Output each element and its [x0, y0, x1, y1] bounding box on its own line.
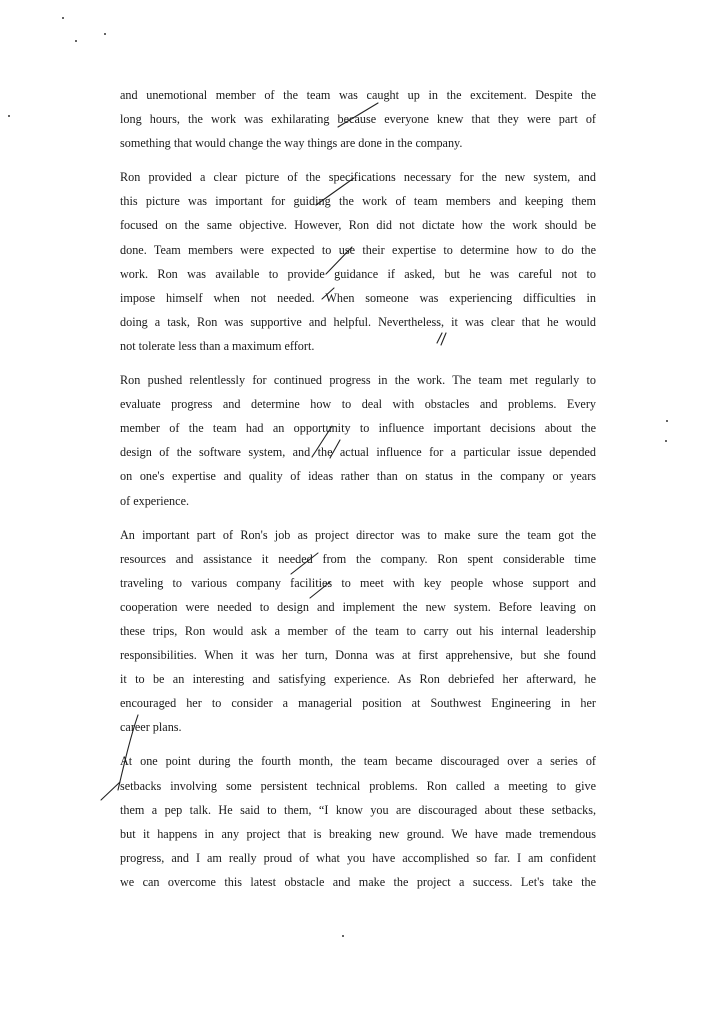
text-line: At one point during the fourth month, the team became discouraged over a series of	[120, 754, 596, 769]
text-line: work. Ron was available to provide guidance if asked, but he was careful not to	[120, 266, 596, 281]
text-line: them a pep talk. He said to them, “I know you are discouraged about these setbacks,	[120, 802, 596, 817]
text-line: responsibilities. When it was her turn, Donna was at first apprehensive, but she found	[120, 648, 596, 663]
paragraph	[120, 368, 596, 513]
text-line: setbacks involving some persistent technical problems. Ron called a meeting to give	[120, 778, 596, 793]
text-line: it to be an interesting and satisfying experience. As Ron debriefed her afterward, he	[120, 672, 596, 687]
text-line: evaluate progress and determine how to deal with obstacles and problems. Every	[120, 397, 596, 412]
text-line: focused on the same objective. However, Ron did not dictate how the work should be	[120, 218, 596, 233]
text-line: member of the team had an opportunity to influence important decisions about the	[120, 421, 596, 436]
text-line: encouraged her to consider a managerial position at Southwest Engineering in her	[120, 696, 596, 711]
text-line: Ron provided a clear picture of the specifications necessary for the new system, and	[120, 170, 596, 185]
paragraph	[120, 165, 596, 358]
text-line: and unemotional member of the team was caught up in the excitement. Despite the	[120, 88, 596, 102]
text-line: of experience.	[120, 493, 190, 508]
text-line: progress, and I am really proud of what you have accomplished so far. I am confident	[120, 850, 596, 865]
text-line: but it happens in any project that is breaking new ground. We have made tremendous	[120, 826, 596, 841]
text-line: these trips, Ron would ask a member of the team to carry out his internal leadership	[120, 623, 596, 638]
text-line: design of the software system, and the actual influence for a particular issue depended	[120, 445, 596, 460]
scan-speck	[62, 17, 64, 19]
text-line: something that would change the way things are done in the company.	[120, 136, 463, 151]
text-line: doing a task, Ron was supportive and helpful. Nevertheless, it was clear that he would	[120, 314, 596, 329]
paragraph	[120, 523, 596, 740]
paragraph	[120, 749, 596, 894]
text-line: we can overcome this latest obstacle and make the project a success. Let's take the	[120, 874, 596, 889]
text-line: long hours, the work was exhilarating because everyone knew that they were part of	[120, 112, 596, 127]
scan-speck	[104, 33, 106, 35]
text-line: this picture was important for guiding the work of team members and keeping them	[120, 194, 596, 209]
text-line: cooperation were needed to design and implement the new system. Before leaving on	[120, 599, 596, 614]
text-line: Ron pushed relentlessly for continued progress in the work. The team met regularly to	[120, 373, 596, 388]
text-line: resources and assistance it needed from the company. Ron spent considerable time	[120, 551, 596, 566]
text-line: impose himself when not needed. When someone was experiencing difficulties in	[120, 290, 596, 305]
text-line: career plans.	[120, 720, 182, 735]
scan-speck	[666, 420, 668, 422]
scan-speck	[75, 40, 77, 42]
pen-stroke	[101, 782, 120, 800]
text-line: done. Team members were expected to use their expertise to determine how to do the	[120, 242, 596, 257]
scan-speck	[8, 115, 10, 117]
text-line: traveling to various company facilities to meet with key people whose support and	[120, 575, 596, 590]
text-line: not tolerate less than a maximum effort.	[120, 338, 315, 353]
scan-speck	[665, 440, 667, 442]
paragraph	[120, 83, 596, 155]
document-body	[120, 83, 596, 904]
text-line: An important part of Ron's job as project director was to make sure the team got the	[120, 527, 596, 542]
scan-speck	[342, 935, 344, 937]
text-line: on one's expertise and quality of ideas rather than on status in the company or years	[120, 469, 596, 484]
